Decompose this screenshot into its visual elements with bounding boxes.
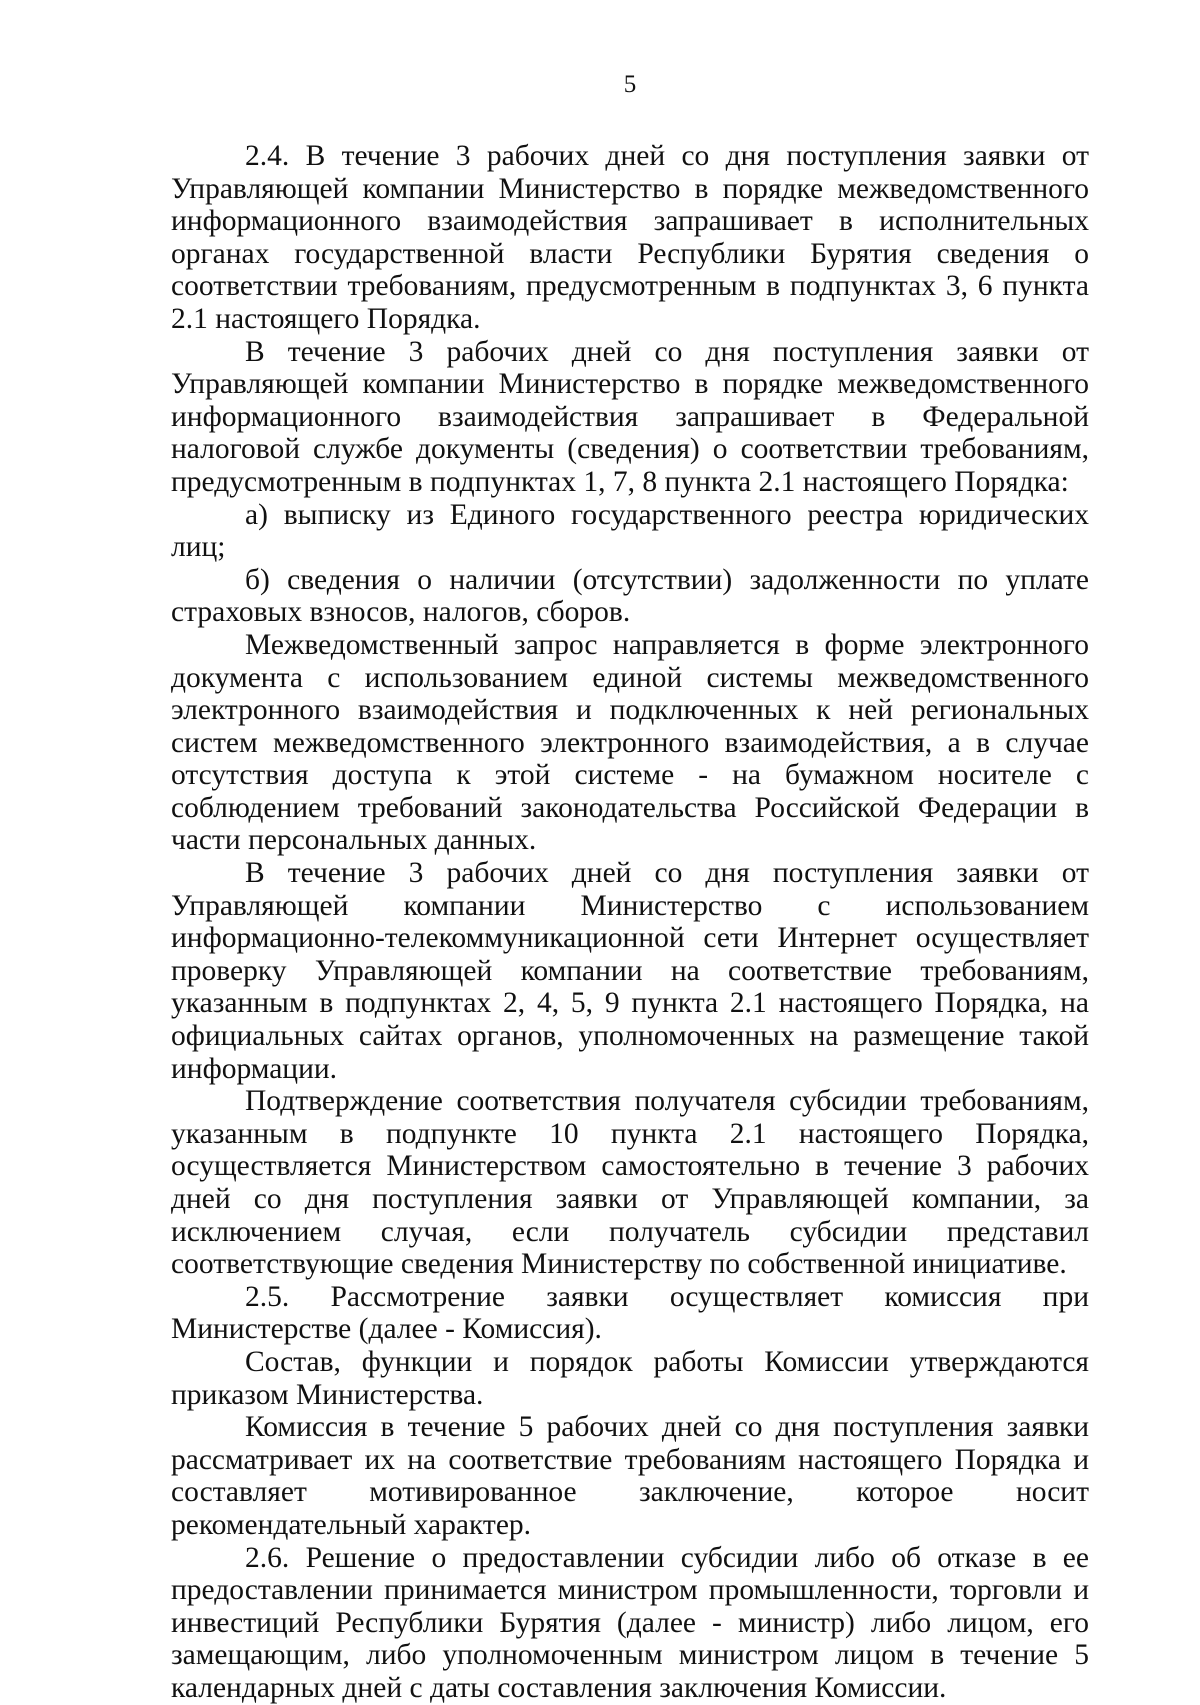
paragraph-interagency-request: Межведомственный запрос направляется в форме электронного документа с использованием единой системы межведомственного электронного взаимодействия и подключенных к ней региональных систем межведомственного электронного взаимодействия, а в случае отсутствия доступа к этой системе - на бумажном носителе с соблюдением требований законодательства Российской Федерации в части персональных данных. <box>171 628 1089 857</box>
paragraph-2-5: 2.5. Рассмотрение заявки осуществляет комиссия при Министерстве (далее - Комиссия). <box>171 1280 1089 1346</box>
paragraph-2-6: 2.6. Решение о предоставлении субсидии либо об отказе в ее предоставлении принимается министром промышленности, торговли и инвестиций Республики Бурятия (далее - министр) либо лицом, его замещающим, либо уполномоченным министром лицом в течение 5 календарных дней с даты составления заключения Комиссии. <box>171 1541 1089 1704</box>
page-number: 5 <box>623 71 637 98</box>
paragraph-fns-request: В течение 3 рабочих дней со дня поступления заявки от Управляющей компании Министерство в порядке межведомственного информационного взаимодействия запрашивает в Федеральной налоговой службе документы (сведения) о соответствии требованиям, предусмотренным в подпунктах 1, 7, 8 пункта 2.1 настоящего Порядка: <box>171 335 1089 498</box>
paragraph-2-4: 2.4. В течение 3 рабочих дней со дня поступления заявки от Управляющей компании Министерство в порядке межведомственного информационного взаимодействия запрашивает в исполнительных органах государственной власти Республики Бурятия сведения о соответствии требованиям, предусмотренным в подпунктах 3, 6 пункта 2.1 настоящего Порядка. <box>171 140 1089 335</box>
paragraph-commission-review: Комиссия в течение 5 рабочих дней со дня поступления заявки рассматривает их на соответствие требованиям настоящего Порядка и составляет мотивированное заключение, которое носит рекомендательный характер. <box>171 1411 1089 1541</box>
paragraph-item-a: а) выписку из Единого государственного реестра юридических лиц; <box>171 498 1089 564</box>
paragraph-confirmation: Подтверждение соответствия получателя субсидии требованиям, указанным в подпункте 10 пункта 2.1 настоящего Порядка, осуществляется Министерством самостоятельно в течение 3 рабочих дней со дня поступления заявки от Управляющей компании, за исключением случая, если получатель субсидии представил соответствующие сведения Министерству по собственной инициативе. <box>171 1085 1089 1281</box>
document-body <box>171 140 1089 1705</box>
paragraph-commission-composition: Состав, функции и порядок работы Комиссии утверждаются приказом Министерства. <box>171 1345 1089 1411</box>
paragraph-internet-check: В течение 3 рабочих дней со дня поступления заявки от Управляющей компании Министерство с использованием информационно-телекоммуникационной сети Интернет осуществляет проверку Управляющей компании на соответствие требованиям, указанным в подпунктах 2, 4, 5, 9 пункта 2.1 настоящего Порядка, на официальных сайтах органов, уполномоченных на размещение такой информации. <box>171 857 1089 1085</box>
paragraph-item-b: б) сведения о наличии (отсутствии) задолженности по уплате страховых взносов, налогов, сборов. <box>171 563 1089 629</box>
